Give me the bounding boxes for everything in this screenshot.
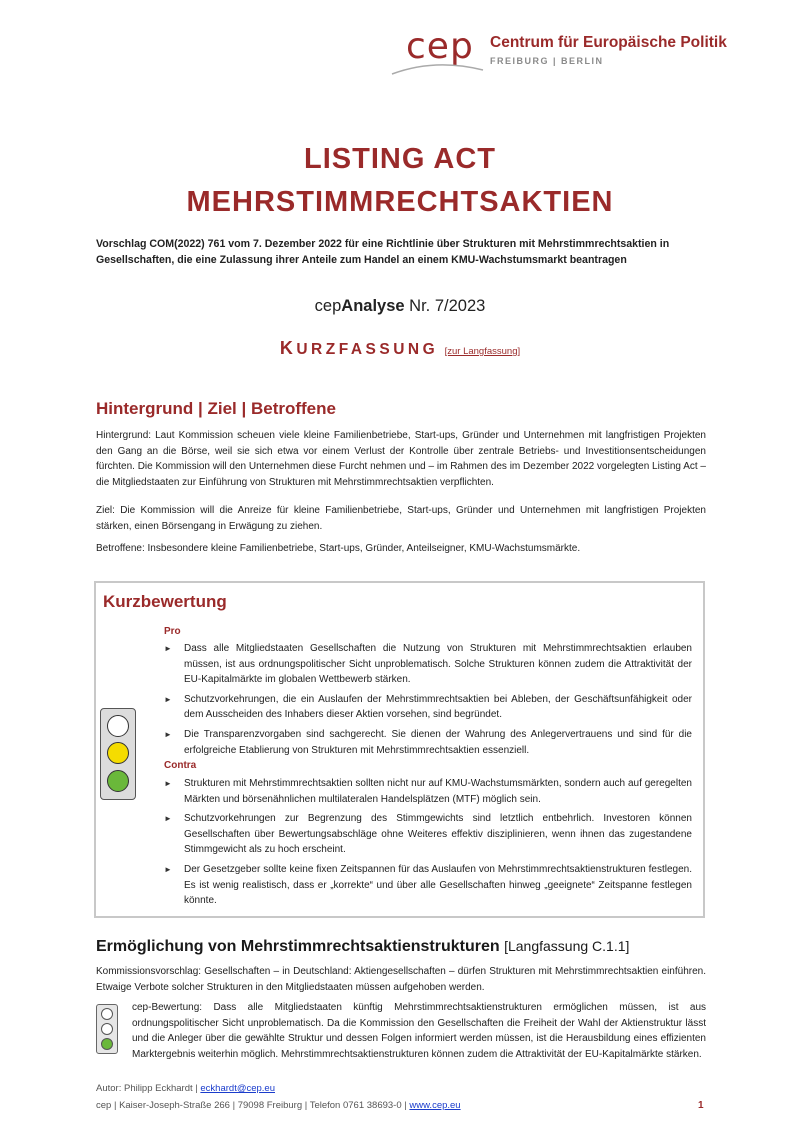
analyse-prefix: cep xyxy=(314,297,342,315)
small-lamp-green xyxy=(101,1038,113,1050)
logo-swoosh-icon xyxy=(390,60,485,76)
contra-item: ► Strukturen mit Mehrstimmrechtsaktien sollten nicht nur auf KMU-Wachstumsmärkten, sondern auch auf geregelten Märkten und börsenähnlichen multilateralen Handelsplätzen (MTF) möglich sein. xyxy=(162,776,692,807)
logo-mark: cep xyxy=(406,26,474,67)
kurzfassung-rest: URZFASSUNG xyxy=(296,341,439,358)
title-line-1: LISTING ACT xyxy=(304,143,496,175)
cep-bewertung-paragraph: cep-Bewertung: Dass alle Mitgliedstaaten künftig Mehrstimmrechtsaktienstrukturen ermöglichen müssen, ist aus ordnungspolitischer Sicht unproblematisch. Da die Kommission den Gesellschaften die Freiheit der Wahl der Aktienstruktur lässt und die Anleger über die gewählte Struktur und dessen Folgen informiert werden müssen, ist die Herausbildung eines effizienten Marktergebnis weiterhin möglich. Mehrstimmrechtsaktienstrukturen können zudem die Attraktivität der EU-Kapitalmärkte stärken. xyxy=(132,1002,706,1060)
contra-item: ► Der Gesetzgeber sollte keine fixen Zeitspannen für das Auslaufen von Mehrstimmrechtsaktienstrukturen festlegen. Es ist wenig realistisch, dass er „korrekte“ und über alle Gesellschaften hinweg „geeignete“ Zeitspanne festlegen könnte. xyxy=(162,862,692,909)
kurzfassung-title xyxy=(279,338,439,358)
pro-item: ► Dass alle Mitgliedstaaten Gesellschaften die Nutzung von Strukturen mit Mehrstimmrechtsaktien erlauben müssen, ist aus ordnungspolitischer Sicht unproblematisch. Solche Strukturen können zudem die Attraktivität der EU-Kapitalmärkte im globalen Wettbewerb stärken. xyxy=(162,641,692,688)
footer-address-text: cep | Kaiser-Joseph-Straße 266 | 79098 Freiburg | Telefon 0761 38693-0 | xyxy=(96,1100,410,1111)
website-link[interactable]: www.cep.eu xyxy=(409,1100,461,1111)
ziel-paragraph: Ziel: Die Kommission will die Anreize für kleine Familienbetriebe, Start-ups, Gründer und Unternehmen mit langfristigen Projekten stärken, einen Börsengang in Erwägung zu ziehen. xyxy=(96,505,706,532)
page-number: 1 xyxy=(698,1100,704,1111)
analyse-number xyxy=(0,297,800,316)
logo-name: Centrum für Europäische Politik xyxy=(490,34,727,51)
contra-item: ► Schutzvorkehrungen zur Begrenzung des Stimmgewichts sind letztlich entbehrlich. Investoren können Gesellschaften über Bewertungsabschläge ohne Weiteres effektiv disziplinieren, wenn ihnen das zugestandene Stimmgewicht als zu hoch erscheint. xyxy=(162,811,692,858)
small-lamp-2 xyxy=(101,1023,113,1035)
lamp-yellow xyxy=(107,742,129,764)
langfassung-link[interactable]: [zur Langfassung] xyxy=(444,346,521,357)
lamp-green xyxy=(107,770,129,792)
footer-address xyxy=(96,1100,461,1111)
ermoeglichung-ref[interactable]: [Langfassung C.1.1] xyxy=(504,938,630,954)
cep-logo xyxy=(390,26,727,76)
author-email-link[interactable]: eckhardt@cep.eu xyxy=(200,1083,275,1094)
pro-list xyxy=(162,641,692,762)
footer-author-name: Autor: Philipp Eckhardt | xyxy=(96,1083,201,1094)
analyse-bold: Analyse xyxy=(341,297,405,315)
analyse-suffix: Nr. 7/2023 xyxy=(404,297,486,315)
hintergrund-heading: Hintergrund | Ziel | Betroffene xyxy=(96,399,336,418)
lamp-white xyxy=(107,715,129,737)
betroffene-paragraph: Betroffene: Insbesondere kleine Familienbetriebe, Start-ups, Gründer, Anteilseigner, KMU-Wachstumsmärkte. xyxy=(96,543,581,554)
footer-author xyxy=(96,1083,275,1094)
kommissionsvorschlag-paragraph: Kommissionsvorschlag: Gesellschaften – in Deutschland: Aktiengesellschaften – dürfen Strukturen mit Mehrstimmrechtsaktien einführen. Etwaige Verbote solcher Strukturen in den Mitgliedstaaten müssen aufgehoben werden. xyxy=(96,966,706,993)
pro-item: ► Schutzvorkehrungen, die ein Auslaufen der Mehrstimmrechtsaktien bei Ableben, der Geschäftsunfähigkeit oder dem Ausscheiden des Inhabers dieser Aktien vorsehen, sind begründet. xyxy=(162,692,692,723)
kurzbewertung-box xyxy=(94,581,705,918)
small-lamp-1 xyxy=(101,1008,113,1020)
kurzbewertung-heading: Kurzbewertung xyxy=(103,592,227,611)
ermoeglichung-heading xyxy=(96,938,629,956)
kurzfassung-initial: K xyxy=(279,338,297,358)
contra-label: Contra xyxy=(164,760,197,771)
logo-cities: FREIBURG | BERLIN xyxy=(490,56,604,66)
hintergrund-paragraph: Hintergrund: Laut Kommission scheuen viele kleine Familienbetriebe, Start-ups, Gründer und Unternehmen mit langfristigen Projekten den Gang an die Börse, weil sie sich etwa vor einem Verlust der Kontrolle über zentrale Betriebs- und Investitionsentscheidungen fürchten. Die Kommission will den Unternehmen diese Furcht nehmen und – im Rahmen des im Dezember 2022 vorgelegten Listing Act – die Mitgliedstaaten zur Einführung von Strukturen mit Mehrstimmrechtsaktien verpflichten. xyxy=(96,430,706,488)
title-line-2: MEHRSTIMMRECHTSAKTIEN xyxy=(186,186,614,218)
kurzfassung-heading xyxy=(0,338,800,359)
traffic-light-icon xyxy=(100,708,136,800)
small-traffic-light-icon xyxy=(96,1004,118,1054)
pro-item: ► Die Transparenzvorgaben sind sachgerecht. Sie dienen der Wahrung des Anlegervertrauens und sind für die erfolgreiche Etablierung von Strukturen mit Mehrstimmrechtsaktien essenziell. xyxy=(162,727,692,758)
contra-list xyxy=(162,776,692,913)
ermoeglichung-title: Ermöglichung von Mehrstimmrechtsaktienstrukturen xyxy=(96,938,500,955)
pro-label: Pro xyxy=(164,626,181,637)
subtitle: Vorschlag COM(2022) 761 vom 7. Dezember 2022 für eine Richtlinie über Strukturen mit Mehrstimmrechtsaktien in Gesellschaften, die eine Zulassung ihrer Anteile zum Handel an einem KMU-Wachstumsmarkt beantragen xyxy=(96,238,670,266)
